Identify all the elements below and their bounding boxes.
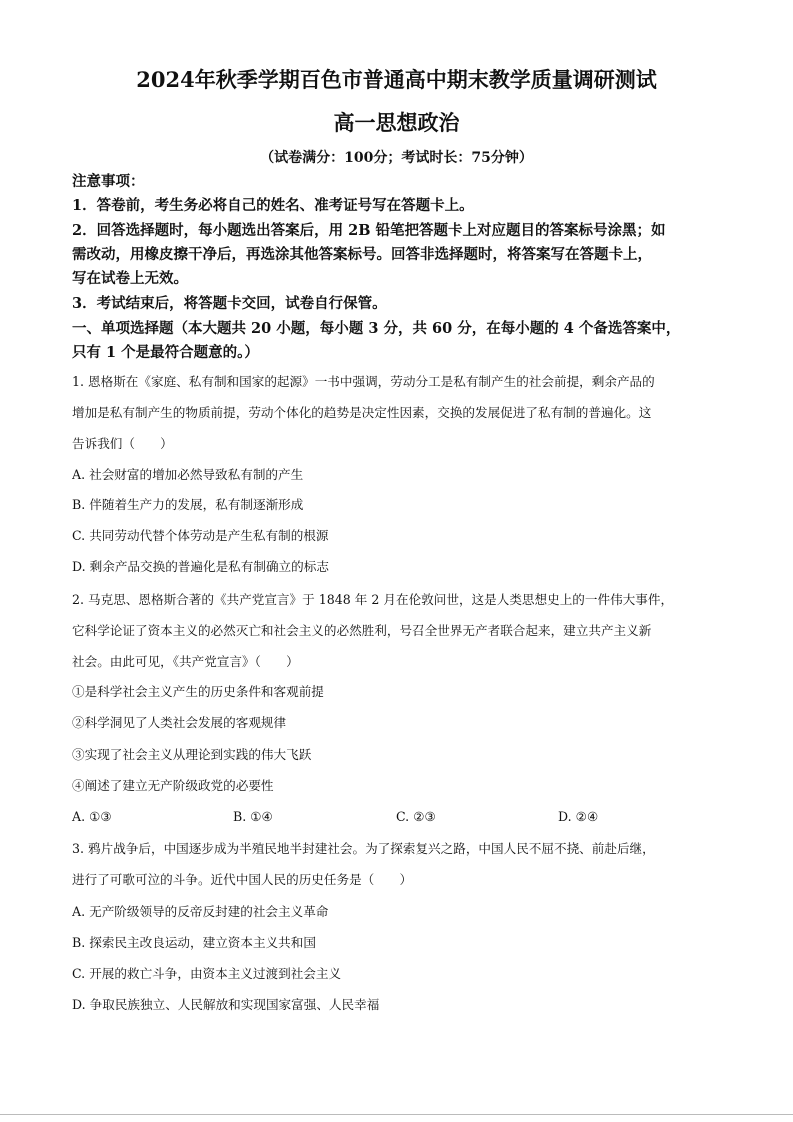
exam-subject: 高一思想政治 [333, 110, 460, 135]
page-bottom-divider [0, 1114, 793, 1115]
q3-option-c: C. 开展的救亡斗争，由资本主义过渡到社会主义 [72, 966, 342, 981]
q1-option-c: C. 共同劳动代替个体劳动是产生私有制的根源 [72, 528, 329, 543]
q1-stem-b: 增加是私有制产生的物质前提，劳动个体化的趋势是决定性因素，交换的发展促进了私有制的普遍化。这 [72, 405, 652, 420]
q2-stem-b: 它科学论证了资本主义的必然灭亡和社会主义的必然胜利，号召全世界无产者联合起来，建立共产主义新 [72, 623, 652, 638]
q3-option-a: A. 无产阶级领导的反帝反封建的社会主义革命 [72, 904, 329, 919]
q3-stem-a: 3. 鸦片战争后，中国逐步成为半殖民地半封建社会。为了探索复兴之路，中国人民不屈不挠、前赴后继， [72, 841, 655, 856]
q1-option-a: A. 社会财富的增加必然导致私有制的产生 [72, 467, 304, 482]
q2-stem-a: 2. 马克思、恩格斯合著的《共产党宣言》于 1848 年 2 月在伦敦问世，这是人类思想史上的一件伟大事件， [72, 592, 674, 607]
q3-stem-b: 进行了可歌可泣的斗争。近代中国人民的历史任务是（ ） [72, 872, 413, 887]
notice-line-1: 1．答卷前，考生务必将自己的姓名、准考证号写在答题卡上。 [72, 197, 474, 214]
q2-stem-c: 社会。由此可见，《共产党宣言》（ ） [72, 654, 299, 669]
q2-item-3: ③实现了社会主义从理论到实践的伟大飞跃 [72, 747, 312, 762]
notice-line-2c: 写在试卷上无效。 [72, 270, 188, 287]
q2-item-1: ①是科学社会主义产生的历史条件和客观前提 [72, 684, 324, 699]
q2-item-4: ④阐述了建立无产阶级政党的必要性 [72, 778, 274, 793]
notice-line-2b: 需改动，用橡皮擦干净后，再选涂其他答案标号。回答非选择题时，将答案写在答题卡上， [72, 246, 652, 263]
exam-info: （试卷满分：100分；考试时长：75分钟） [260, 150, 533, 166]
q2-option-b: B. ①④ [233, 809, 273, 824]
q2-option-a: A. ①③ [72, 809, 112, 824]
q1-option-d: D. 剩余产品交换的普遍化是私有制确立的标志 [72, 559, 329, 574]
q1-option-b: B. 伴随着生产力的发展，私有制逐渐形成 [72, 497, 304, 512]
q2-option-d: D. ②④ [558, 809, 599, 824]
q2-option-c: C. ②③ [396, 809, 436, 824]
notice-line-2a: 2．回答选择题时，每小题选出答案后，用 2B 铅笔把答题卡上对应题目的答案标号涂黑；如 [72, 222, 666, 239]
q1-stem-c: 告诉我们（ ） [72, 436, 173, 451]
notice-heading: 注意事项： [72, 173, 145, 190]
q3-option-b: B. 探索民主改良运动，建立资本主义共和国 [72, 935, 316, 950]
exam-title: 2024年秋季学期百色市普通高中期末教学质量调研测试 [136, 67, 657, 92]
notice-line-3: 3．考试结束后，将答题卡交回，试卷自行保管。 [72, 295, 387, 312]
q1-stem-a: 1. 恩格斯在《家庭、私有制和国家的起源》一书中强调，劳动分工是私有制产生的社会前提，剩余产品的 [72, 374, 655, 389]
q3-option-d: D. 争取民族独立、人民解放和实现国家富强、人民幸福 [72, 997, 380, 1012]
q2-item-2: ②科学洞见了人类社会发展的客观规律 [72, 715, 287, 730]
section1-heading-b: 只有 1 个是最符合题意的。） [72, 344, 259, 361]
section1-heading-a: 一、单项选择题（本大题共 20 小题，每小题 3 分，共 60 分，在每小题的 4 个备选答案中， [72, 320, 681, 337]
